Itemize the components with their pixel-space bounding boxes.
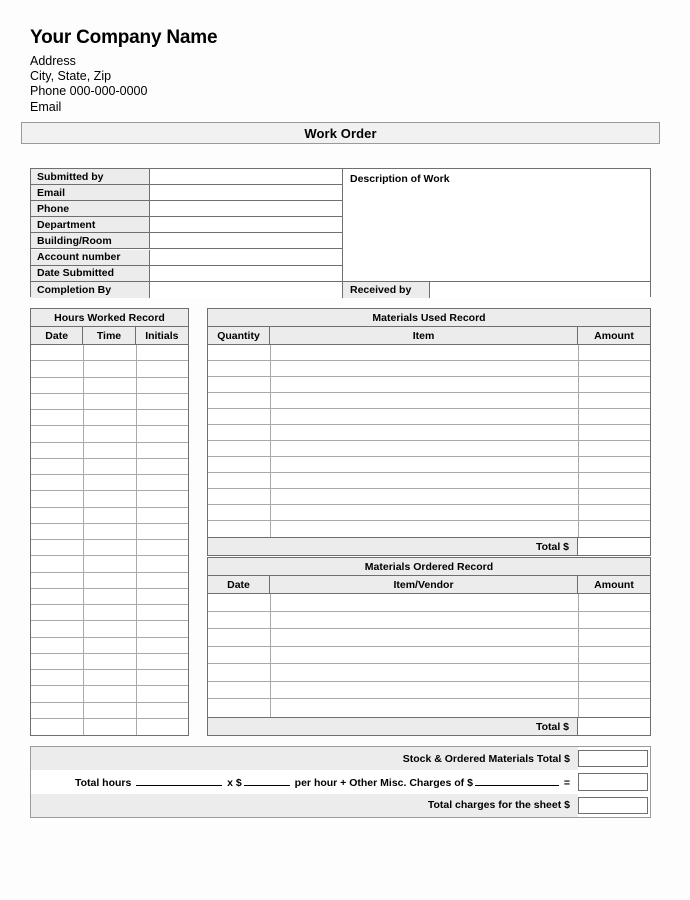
materials-ordered-row[interactable] [208, 629, 650, 647]
hours-table-row[interactable] [31, 621, 188, 637]
materials-used-row[interactable] [208, 521, 650, 537]
hours-table-row[interactable] [31, 459, 188, 475]
materials-ordered-row[interactable] [208, 664, 650, 682]
materials-used-row[interactable] [208, 473, 650, 489]
materials-used-row[interactable] [208, 489, 650, 505]
hours-table-row[interactable] [31, 540, 188, 556]
field-input-account-number[interactable] [150, 250, 342, 266]
materials-used-row[interactable] [208, 409, 650, 425]
materials-used-divider [578, 345, 579, 537]
sheet-total-value[interactable] [578, 797, 648, 814]
materials-ordered-row[interactable] [208, 594, 650, 612]
hours-table-row[interactable] [31, 719, 188, 735]
hours-record-title: Hours Worked Record [31, 309, 188, 327]
materials-used-col-quantity: Quantity [208, 327, 270, 345]
hours-column-divider [136, 345, 137, 735]
materials-ordered-col-item-vendor: Item/Vendor [270, 576, 578, 594]
hours-table-row[interactable] [31, 605, 188, 621]
hours-table-row[interactable] [31, 556, 188, 572]
materials-ordered-row[interactable] [208, 612, 650, 630]
hours-prefix-label: Total hours [74, 777, 135, 790]
field-label-date-submitted: Date Submitted [31, 266, 150, 282]
stock-materials-total-value[interactable] [578, 750, 648, 767]
hours-table-row[interactable] [31, 426, 188, 442]
total-hours-blank[interactable] [136, 774, 222, 786]
company-email: Email [30, 99, 62, 114]
field-input-email[interactable] [150, 185, 342, 201]
misc-charges-label: per hour + Other Misc. Charges of $ [291, 777, 473, 790]
hourly-rate-blank[interactable] [244, 774, 290, 786]
hours-table-row[interactable] [31, 443, 188, 459]
field-input-department[interactable] [150, 217, 342, 233]
hours-table-row[interactable] [31, 654, 188, 670]
description-of-work-panel[interactable]: Description of Work [342, 169, 650, 282]
field-input-building-room[interactable] [150, 233, 342, 249]
hours-table-row[interactable] [31, 410, 188, 426]
field-label-completion-by: Completion By [31, 282, 150, 298]
hours-table-row[interactable] [31, 508, 188, 524]
equals-sign: = [560, 777, 570, 790]
received-by-input[interactable] [430, 282, 650, 298]
stock-materials-total-label: Stock & Ordered Materials Total $ [31, 747, 578, 770]
materials-ordered-divider [270, 594, 271, 717]
field-label-phone: Phone [31, 201, 150, 217]
work-order-title-bar [21, 122, 660, 144]
company-name: Your Company Name [30, 27, 218, 48]
hours-table-row[interactable] [31, 573, 188, 589]
hours-table-row[interactable] [31, 670, 188, 686]
sheet-total-label: Total charges for the sheet $ [31, 794, 578, 817]
materials-used-row[interactable] [208, 441, 650, 457]
materials-ordered-row[interactable] [208, 647, 650, 665]
materials-used-row[interactable] [208, 505, 650, 521]
materials-used-row[interactable] [208, 457, 650, 473]
materials-ordered-row[interactable] [208, 699, 650, 717]
materials-used-row[interactable] [208, 377, 650, 393]
hours-col-header-initials: Initials [136, 327, 188, 345]
company-city-state-zip: City, State, Zip [30, 69, 112, 84]
hours-column-divider [83, 345, 84, 735]
materials-used-col-amount: Amount [578, 327, 650, 345]
materials-ordered-total-value[interactable] [578, 717, 650, 735]
hours-table-row[interactable] [31, 394, 188, 410]
hours-table-row[interactable] [31, 361, 188, 377]
field-input-date-submitted[interactable] [150, 266, 342, 282]
field-input-phone[interactable] [150, 201, 342, 217]
received-by-label: Received by [342, 282, 430, 298]
materials-used-row[interactable] [208, 361, 650, 377]
materials-used-total-value[interactable] [578, 537, 650, 555]
work-order-title: Work Order [304, 125, 377, 141]
hours-table-row[interactable] [31, 378, 188, 394]
hours-calculation-text [75, 774, 570, 789]
field-label-email: Email [31, 185, 150, 201]
materials-ordered-divider [578, 594, 579, 717]
hours-table-row[interactable] [31, 345, 188, 361]
hours-table-row[interactable] [31, 703, 188, 719]
hours-rate-prefix-label: x $ [224, 777, 242, 790]
hours-table-row[interactable] [31, 475, 188, 491]
hours-charges-total-value[interactable] [578, 773, 648, 790]
field-label-submitted-by: Submitted by [31, 169, 150, 185]
materials-ordered-total-label: Total $ [208, 717, 578, 735]
field-input-submitted-by[interactable] [150, 169, 342, 185]
materials-used-divider [270, 345, 271, 537]
company-address: Address [30, 53, 76, 68]
hours-table-row[interactable] [31, 524, 188, 540]
hours-table-row[interactable] [31, 491, 188, 507]
field-input-completion-by[interactable] [150, 282, 342, 298]
materials-used-row[interactable] [208, 425, 650, 441]
hours-col-header-date: Date [31, 327, 83, 345]
materials-ordered-row[interactable] [208, 682, 650, 700]
materials-used-title: Materials Used Record [208, 309, 650, 327]
hours-table-row[interactable] [31, 638, 188, 654]
materials-ordered-title: Materials Ordered Record [208, 558, 650, 576]
field-label-department: Department [31, 217, 150, 233]
company-header [30, 28, 450, 115]
materials-used-row[interactable] [208, 393, 650, 409]
materials-used-col-item: Item [270, 327, 578, 345]
company-phone: Phone 000-000-0000 [30, 84, 148, 99]
materials-used-row[interactable] [208, 345, 650, 361]
materials-used-total-label: Total $ [208, 537, 578, 555]
field-label-building-room: Building/Room [31, 233, 150, 249]
field-label-account-number: Account number [31, 250, 150, 266]
hours-calculation-row [31, 770, 578, 793]
materials-ordered-col-amount: Amount [578, 576, 650, 594]
hours-table-row[interactable] [31, 686, 188, 702]
misc-charges-blank[interactable] [475, 774, 559, 786]
materials-ordered-col-date: Date [208, 576, 270, 594]
hours-table-row[interactable] [31, 589, 188, 605]
hours-col-header-time: Time [83, 327, 135, 345]
